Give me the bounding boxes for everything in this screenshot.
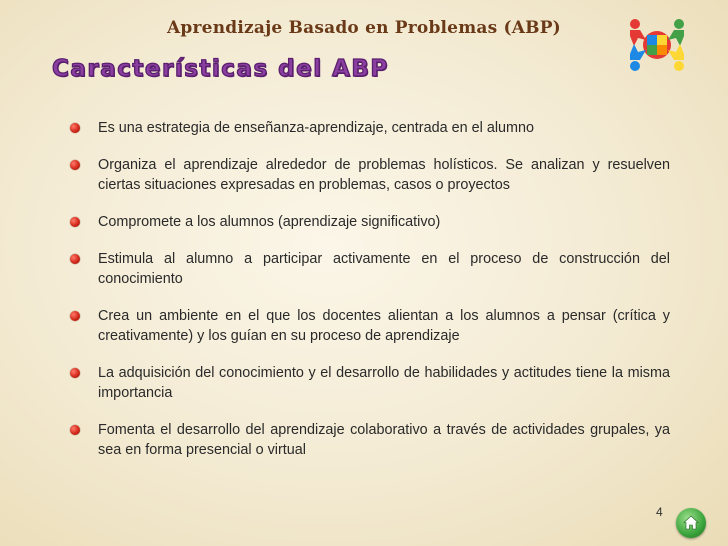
bullet-item <box>70 249 670 289</box>
red-dot-icon <box>70 123 80 133</box>
slide-heading: Características del ABP <box>52 56 389 82</box>
bullet-item <box>70 363 670 403</box>
slide-top-title: Aprendizaje Basado en Problemas (ABP) <box>167 18 561 38</box>
puzzle-people-icon <box>624 14 690 74</box>
red-dot-icon <box>70 368 80 378</box>
bullet-text: Organiza el aprendizaje alrededor de problemas holísticos. Se analizan y resuelven ciertas situaciones expresadas en problemas, casos o proyectos <box>98 157 670 193</box>
page-number: 4 <box>656 505 663 519</box>
red-dot-icon <box>70 160 80 170</box>
red-dot-icon <box>70 425 80 435</box>
bullet-text: Compromete a los alumnos (aprendizaje significativo) <box>98 214 441 230</box>
bullet-text: Es una estrategia de enseñanza-aprendizaje, centrada en el alumno <box>98 120 535 136</box>
bullet-text: Estimula al alumno a participar activamente en el proceso de construcción del conocimiento <box>98 251 670 287</box>
red-dot-icon <box>70 217 80 227</box>
red-dot-icon <box>70 254 80 264</box>
bullet-item <box>70 420 670 460</box>
bullet-text: Crea un ambiente en el que los docentes alientan a los alumnos a pensar (crítica y creativamente) y los guían en su proceso de aprendizaje <box>98 308 670 344</box>
home-icon <box>682 514 700 532</box>
bullet-item <box>70 118 670 138</box>
bullet-item <box>70 155 670 195</box>
red-dot-icon <box>70 311 80 321</box>
home-button[interactable] <box>676 508 706 538</box>
bullet-item <box>70 306 670 346</box>
bullet-text: La adquisición del conocimiento y el desarrollo de habilidades y actitudes tiene la misma importancia <box>98 365 670 401</box>
bullet-text: Fomenta el desarrollo del aprendizaje colaborativo a través de actividades grupales, ya sea en forma presencial o virtual <box>98 422 670 458</box>
bullet-list <box>70 118 670 477</box>
bullet-item <box>70 212 670 232</box>
